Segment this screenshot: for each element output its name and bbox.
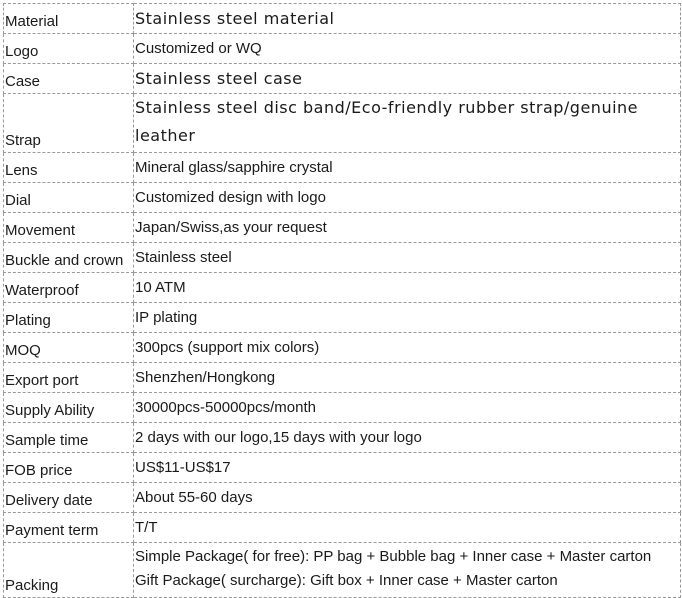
spec-label: Strap xyxy=(4,94,134,153)
packing-option-simple: Simple Package( for free): PP bag + Bubble bag + Inner case + Master carton xyxy=(135,548,652,565)
spec-row-logo xyxy=(4,34,681,64)
spec-row-payment-term xyxy=(4,513,681,543)
spec-value: Shenzhen/Hongkong xyxy=(134,363,681,393)
spec-value: 10 ATM xyxy=(134,273,681,303)
spec-label: Logo xyxy=(4,34,134,64)
spec-row-movement xyxy=(4,213,681,243)
spec-label: Waterproof xyxy=(4,273,134,303)
spec-label: Sample time xyxy=(4,423,134,453)
spec-row-waterproof xyxy=(4,273,681,303)
spec-label: Payment term xyxy=(4,513,134,543)
spec-row-export-port xyxy=(4,363,681,393)
spec-value: 300pcs (support mix colors) xyxy=(134,333,681,363)
spec-label: Dial xyxy=(4,183,134,213)
spec-row-lens xyxy=(4,153,681,183)
spec-value: Stainless steel case xyxy=(134,64,681,94)
spec-row-dial xyxy=(4,183,681,213)
spec-label: Supply Ability xyxy=(4,393,134,423)
spec-label: Export port xyxy=(4,363,134,393)
spec-value: Customized or WQ xyxy=(134,34,681,64)
spec-value: US$11-US$17 xyxy=(134,453,681,483)
spec-value: IP plating xyxy=(134,303,681,333)
spec-value: Stainless steel xyxy=(134,243,681,273)
spec-row-buckle-and-crown xyxy=(4,243,681,273)
spec-label: Case xyxy=(4,64,134,94)
spec-label: Delivery date xyxy=(4,483,134,513)
spec-label: Plating xyxy=(4,303,134,333)
spec-label: Packing xyxy=(4,543,134,598)
spec-label: Material xyxy=(4,4,134,34)
spec-value: T/T xyxy=(134,513,681,543)
spec-value: Stainless steel material xyxy=(134,4,681,34)
spec-label: Movement xyxy=(4,213,134,243)
product-spec-table xyxy=(3,3,681,598)
spec-value: Customized design with logo xyxy=(134,183,681,213)
spec-row-packing xyxy=(4,543,681,598)
spec-value: 30000pcs-50000pcs/month xyxy=(134,393,681,423)
spec-label: Buckle and crown xyxy=(4,243,134,273)
spec-row-supply-ability xyxy=(4,393,681,423)
spec-label: FOB price xyxy=(4,453,134,483)
spec-value: 2 days with our logo,15 days with your logo xyxy=(134,423,681,453)
spec-value: Stainless steel disc band/Eco-friendly rubber strap/genuine leather xyxy=(134,94,681,153)
spec-label: Lens xyxy=(4,153,134,183)
spec-row-sample-time xyxy=(4,423,681,453)
packing-option-gift: Gift Package( surcharge): Gift box + Inner case + Master carton xyxy=(135,572,558,589)
spec-row-fob-price xyxy=(4,453,681,483)
spec-value xyxy=(134,543,681,598)
spec-value: About 55-60 days xyxy=(134,483,681,513)
spec-row-delivery-date xyxy=(4,483,681,513)
spec-row-case xyxy=(4,64,681,94)
spec-row-strap xyxy=(4,94,681,153)
spec-row-plating xyxy=(4,303,681,333)
spec-row-moq xyxy=(4,333,681,363)
spec-row-material xyxy=(4,4,681,34)
spec-label: MOQ xyxy=(4,333,134,363)
spec-value: Japan/Swiss,as your request xyxy=(134,213,681,243)
spec-value: Mineral glass/sapphire crystal xyxy=(134,153,681,183)
